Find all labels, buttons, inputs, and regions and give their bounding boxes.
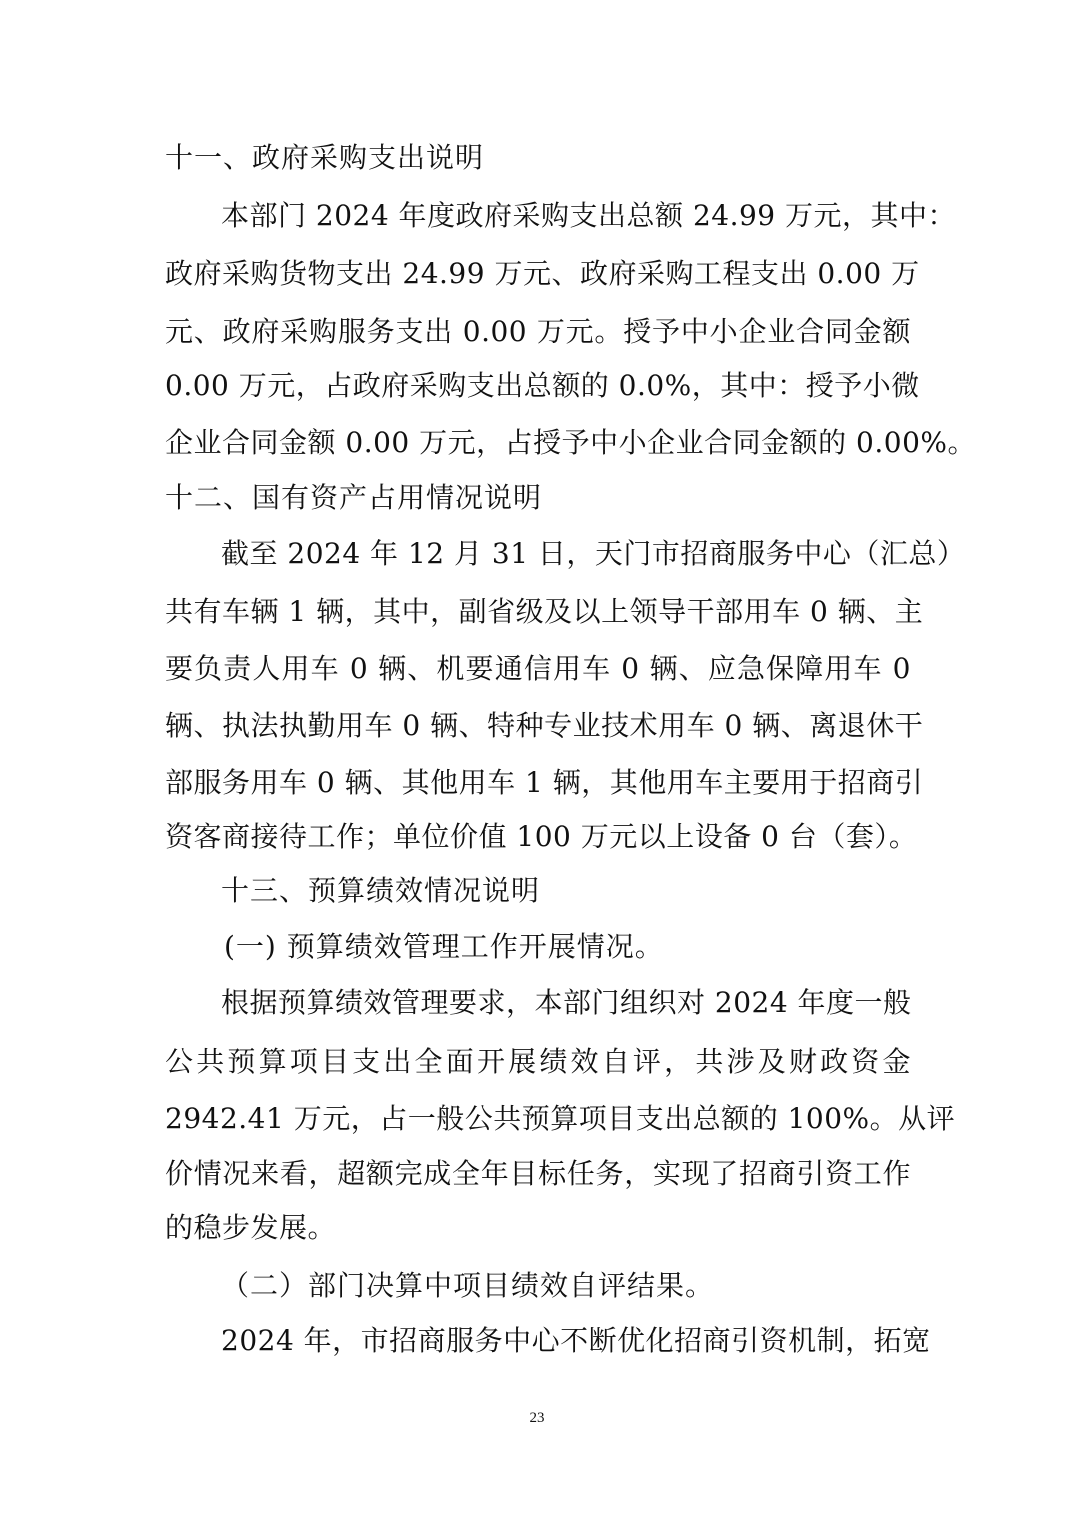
section-13-heading: 十三、预算绩效情况说明 bbox=[221, 874, 541, 907]
section-11-line-3: 元、政府采购服务支出 0.00 万元。授予中小企业合同金额 bbox=[165, 315, 911, 348]
section-11-line-5: 企业合同金额 0.00 万元，占授予中小企业合同金额的 0.00%。 bbox=[165, 426, 976, 459]
section-11-heading: 十一、政府采购支出说明 bbox=[165, 141, 485, 174]
section-11-line-4: 0.00 万元，占政府采购支出总额的 0.0%，其中：授予小微 bbox=[165, 369, 920, 402]
section-12-line-1: 截至 2024 年 12 月 31 日，天门市招商服务中心（汇总） bbox=[221, 537, 966, 570]
section-12-line-3: 要负责人用车 0 辆、机要通信用车 0 辆、应急保障用车 0 bbox=[165, 652, 911, 685]
section-12-line-2: 共有车辆 1 辆，其中，副省级及以上领导干部用车 0 辆、主 bbox=[165, 595, 924, 628]
page-number: 23 bbox=[529, 1410, 545, 1426]
section-13-para2-line-1: 2024 年，市招商服务中心不断优化招商引资机制，拓宽 bbox=[221, 1324, 931, 1357]
section-13-para1-line-3: 2942.41 万元，占一般公共预算项目支出总额的 100%。从评 bbox=[165, 1102, 956, 1135]
section-11-line-2: 政府采购货物支出 24.99 万元、政府采购工程支出 0.00 万 bbox=[165, 257, 920, 290]
section-12-line-4: 辆、执法执勤用车 0 辆、特种专业技术用车 0 辆、离退休干 bbox=[165, 709, 924, 742]
section-12-line-6: 资客商接待工作；单位价值 100 万元以上设备 0 台（套）。 bbox=[165, 820, 918, 853]
section-12-line-5: 部服务用车 0 辆、其他用车 1 辆，其他用车主要用于招商引 bbox=[165, 766, 924, 799]
section-13-para1-line-4: 价情况来看，超额完成全年目标任务，实现了招商引资工作 bbox=[165, 1157, 911, 1190]
section-13-para1-line-2: 公共预算项目支出全面开展绩效自评，共涉及财政资金 bbox=[165, 1045, 911, 1078]
section-13-subheading-2: （二）部门决算中项目绩效自评结果。 bbox=[221, 1269, 715, 1302]
section-13-para1-line-1: 根据预算绩效管理要求，本部门组织对 2024 年度一般 bbox=[221, 986, 912, 1019]
section-13-para1-line-5: 的稳步发展。 bbox=[165, 1211, 337, 1244]
section-12-heading: 十二、国有资产占用情况说明 bbox=[165, 481, 543, 514]
section-13-subheading-1: (一) 预算绩效管理工作开展情况。 bbox=[224, 930, 664, 963]
section-11-line-1: 本部门 2024 年度政府采购支出总额 24.99 万元，其中： bbox=[221, 199, 957, 232]
